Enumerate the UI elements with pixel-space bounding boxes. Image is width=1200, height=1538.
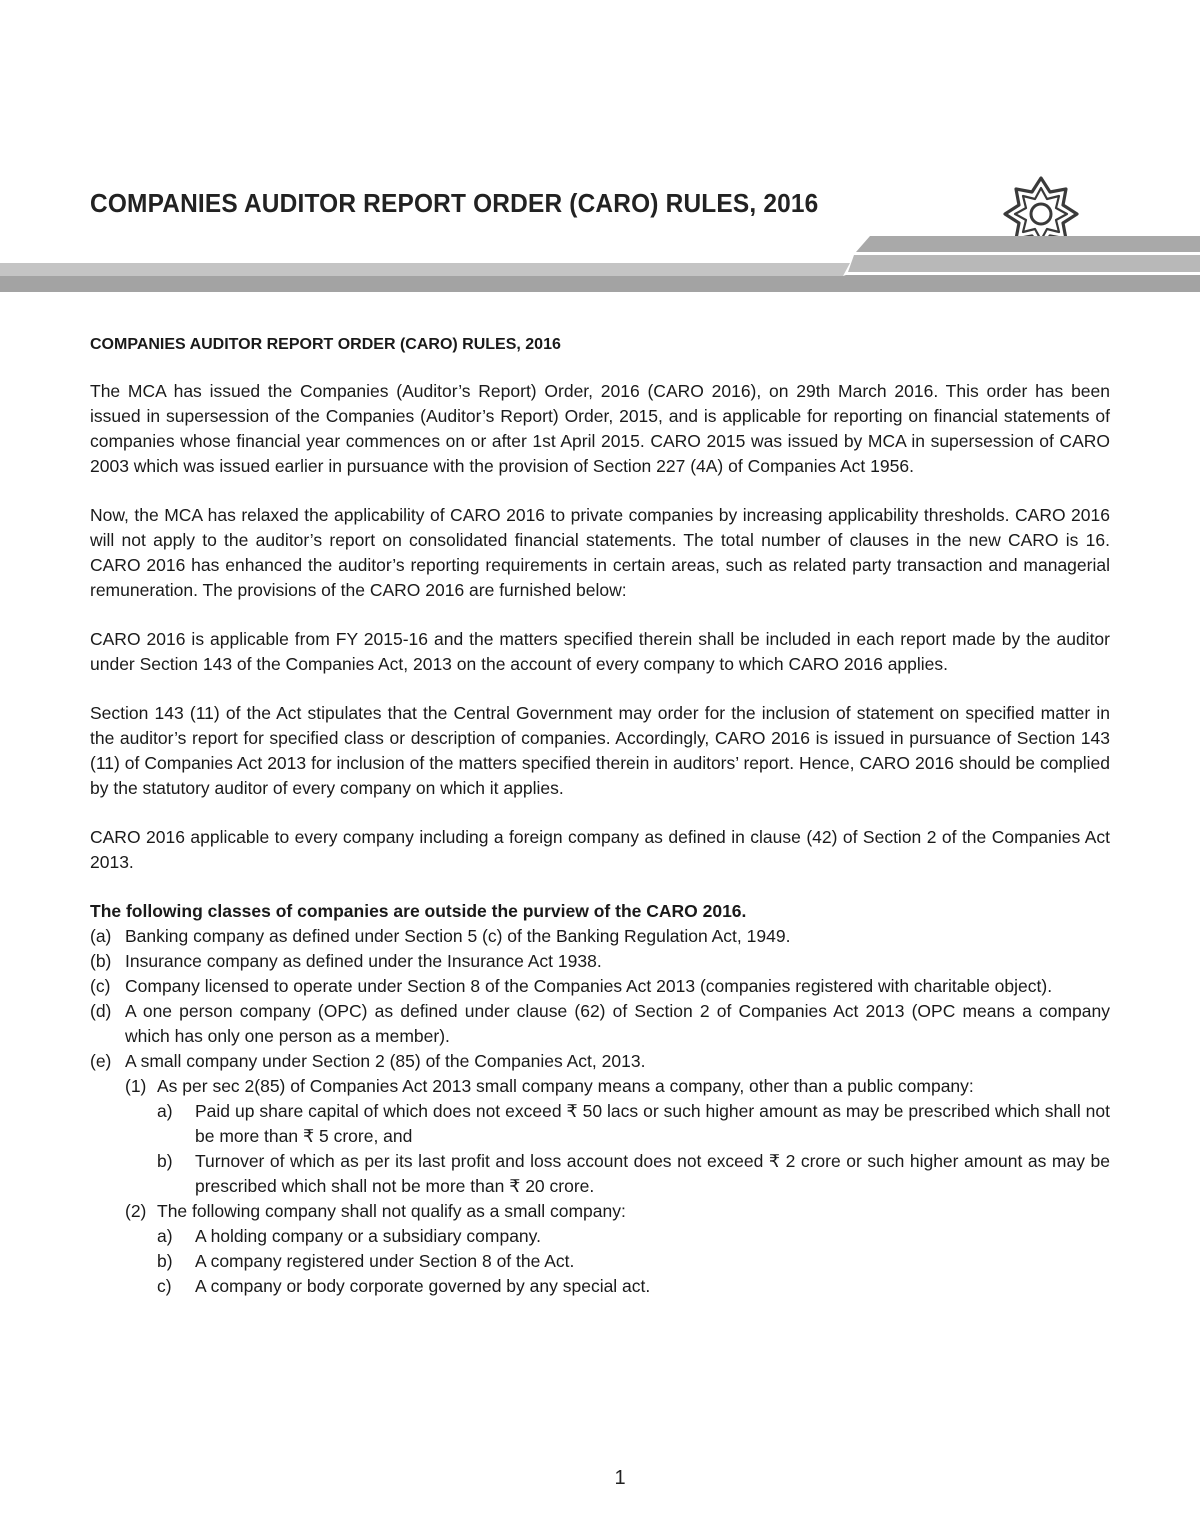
paragraph: The MCA has issued the Companies (Auditor’s Report) Order, 2016 (CARO 2016), on 29th March 2016. This order has been issued in supersession of the Companies (Auditor’s Report) Order, 2015, and is applicable for reporting on financial statements of companies whose financial year commences on or after 1st April 2015. CARO 2015 was issued by MCA in supersession of CARO 2003 which was issued earlier in pursuance with the provision of Section 227 (4A) of Companies Act 1956. <box>90 381 1110 476</box>
list-title: The following classes of companies are outside the purview of the CARO 2016. <box>90 901 747 921</box>
nested-list-item-text: Turnover of which as per its last profit and loss account does not exceed ₹ 2 crore or such higher amount as may be prescribed which shall not be more than ₹ 20 crore. <box>195 1151 1110 1196</box>
list-item <box>90 924 1110 949</box>
list-item-text: Insurance company as defined under the Insurance Act 1938. <box>125 951 602 971</box>
list-item-label: (d) <box>90 1001 112 1021</box>
nested-list-item <box>157 1249 1110 1274</box>
page-number: 1 <box>614 1467 626 1489</box>
paragraph: CARO 2016 applicable to every company including a foreign company as defined in clause (42) of Section 2 of the Companies Act 2013. <box>90 827 1110 872</box>
nested-list-item-label: b) <box>157 1151 173 1171</box>
list-item-text: A one person company (OPC) as defined under clause (62) of Section 2 of Companies Act 2013 (OPC means a company which has only one person as a member). <box>125 1001 1110 1046</box>
sub-list-item-label: (1) <box>125 1076 147 1096</box>
sub-list <box>90 1074 1110 1299</box>
sub-list-item-text: The following company shall not qualify as a small company: <box>157 1201 626 1221</box>
nested-list-item-text: A company or body corporate governed by any special act. <box>195 1276 651 1296</box>
list-item-label: (b) <box>90 951 112 971</box>
nested-list <box>125 1099 1110 1199</box>
nested-list-item-label: b) <box>157 1251 173 1271</box>
list-item-text: Company licensed to operate under Section 8 of the Companies Act 2013 (companies registered with charitable object). <box>125 976 1053 996</box>
paragraph: Section 143 (11) of the Act stipulates that the Central Government may order for the inclusion of statement on specified matter in the auditor’s report for specified class or description of companies. Accordingly, CARO 2016 is issued in pursuance of Section 143 (11) of Companies Act 2013 for inclusion of the matters specified therein in auditors’ report. Hence, CARO 2016 should be complied by the statutory auditor of every company on which it applies. <box>90 703 1110 798</box>
sub-list-item-text: As per sec 2(85) of Companies Act 2013 small company means a company, other than a public company: <box>157 1076 974 1096</box>
paragraph: CARO 2016 is applicable from FY 2015-16 and the matters specified therein shall be included in each report made by the auditor under Section 143 of the Companies Act, 2013 on the account of every company to which CARO 2016 applies. <box>90 629 1110 674</box>
nested-list-item <box>157 1274 1110 1299</box>
nested-list-item-label: c) <box>157 1276 172 1296</box>
list-item-text: A small company under Section 2 (85) of the Companies Act, 2013. <box>125 1051 646 1071</box>
list-item <box>90 949 1110 974</box>
list-item <box>90 974 1110 999</box>
nested-list-item <box>157 1224 1110 1249</box>
document-body <box>90 332 1110 1299</box>
nested-list-item-label: a) <box>157 1226 173 1246</box>
list-item-label: (c) <box>90 976 111 996</box>
page-header-title: COMPANIES AUDITOR REPORT ORDER (CARO) RULES, 2016 <box>90 188 819 218</box>
sub-list-item-label: (2) <box>125 1201 147 1221</box>
list-item-text: Banking company as defined under Section 5 (c) of the Banking Regulation Act, 1949. <box>125 926 791 946</box>
section-title: COMPANIES AUDITOR REPORT ORDER (CARO) RULES, 2016 <box>90 336 561 353</box>
list-item <box>90 999 1110 1049</box>
nested-list-item <box>157 1149 1110 1199</box>
nested-list-item-label: a) <box>157 1101 173 1121</box>
nested-list-item-text: A company registered under Section 8 of the Act. <box>195 1251 575 1271</box>
header-band <box>0 230 1200 300</box>
sub-list-item <box>125 1074 1110 1099</box>
list-item-label: (e) <box>90 1051 112 1071</box>
paragraph: Now, the MCA has relaxed the applicability of CARO 2016 to private companies by increasing applicability thresholds. CARO 2016 will not apply to the auditor’s report on consolidated financial statements. The total number of clauses in the new CARO is 16. CARO 2016 has enhanced the auditor’s reporting requirements in certain areas, such as related party transaction and managerial remuneration. The provisions of the CARO 2016 are furnished below: <box>90 505 1110 600</box>
list-item <box>90 1049 1110 1074</box>
sub-list-item <box>125 1199 1110 1224</box>
nested-list-item-text: A holding company or a subsidiary company. <box>195 1226 541 1246</box>
list-item-label: (a) <box>90 926 112 946</box>
nested-list <box>125 1224 1110 1299</box>
nested-list-item-text: Paid up share capital of which does not exceed ₹ 50 lacs or such higher amount as may be prescribed which shall not be more than ₹ 5 crore, and <box>195 1101 1110 1146</box>
nested-list-item <box>157 1099 1110 1149</box>
